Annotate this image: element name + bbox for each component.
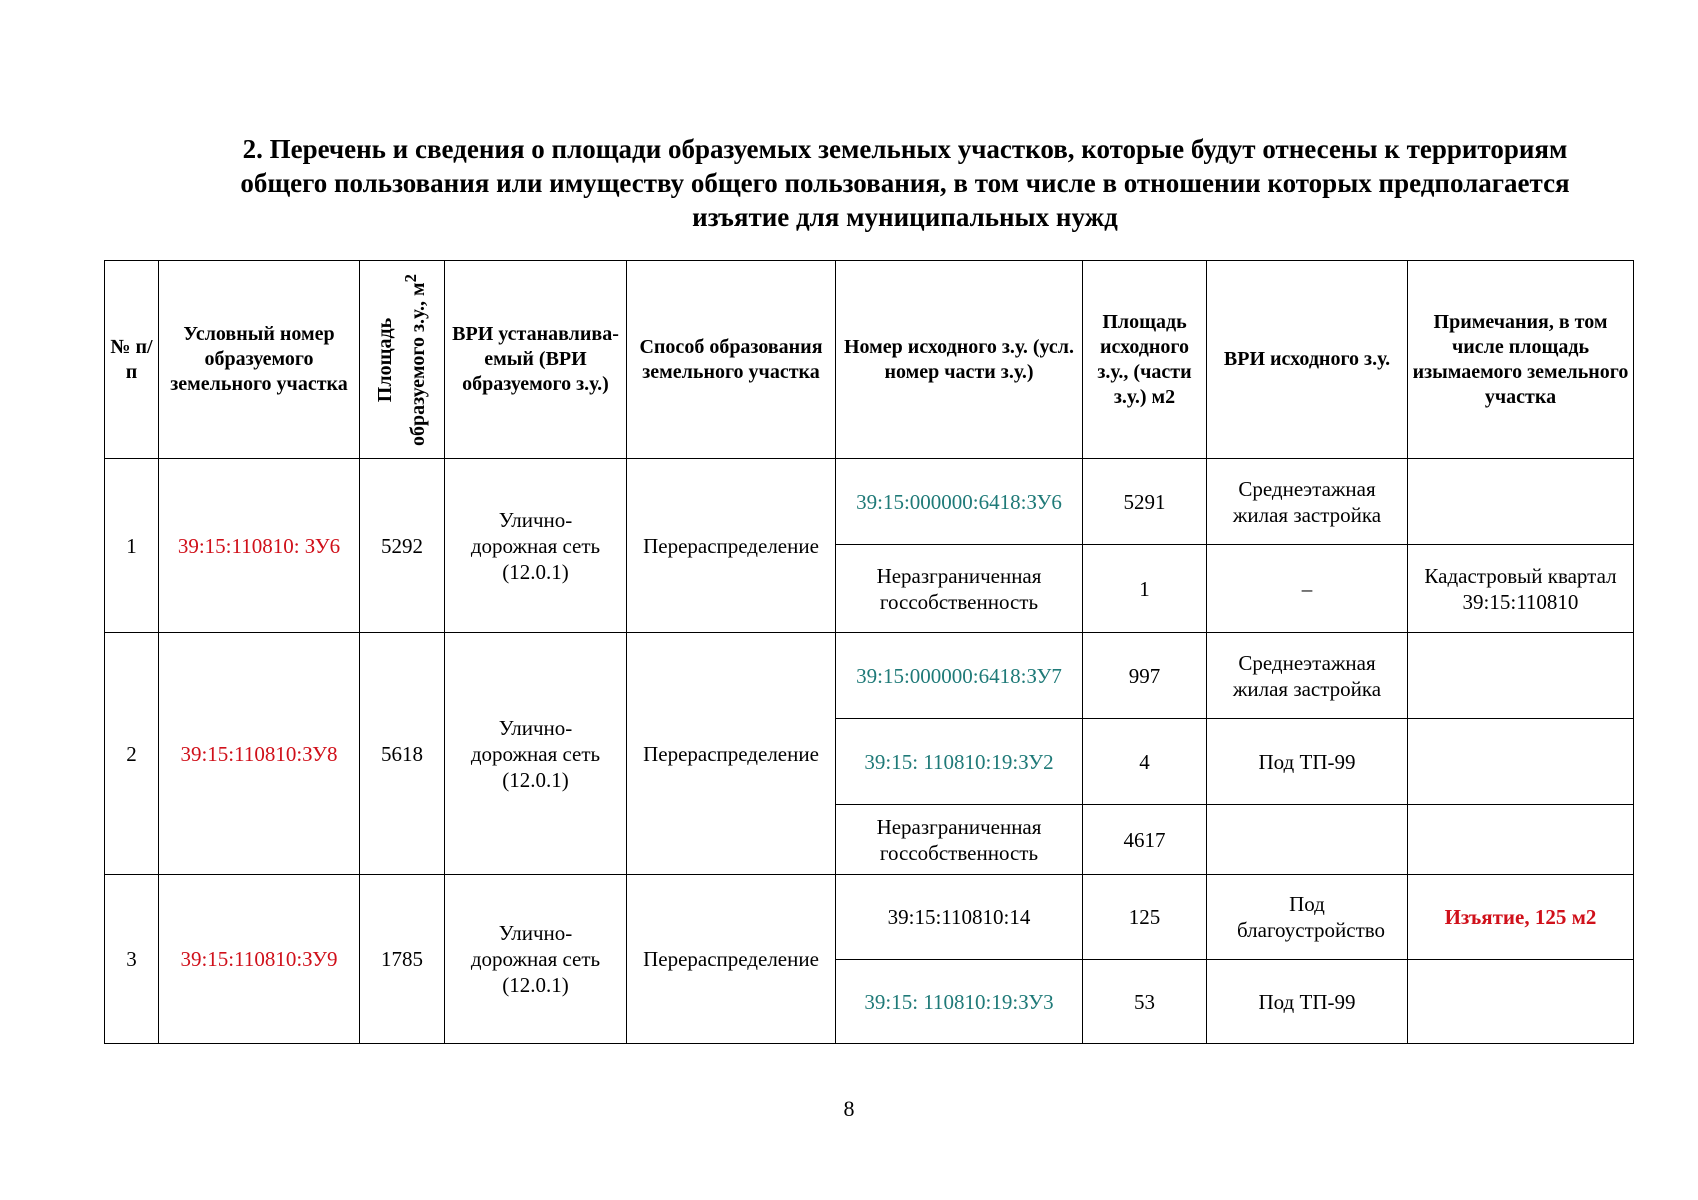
title-line-1: 2. Перечень и сведения о площади образуемых земельных участков, которые будут отнесены к территориям bbox=[242, 134, 1568, 164]
table-row bbox=[105, 633, 1634, 719]
header-area bbox=[360, 261, 445, 459]
header-notes: Примечания, в том числе площадь изымаемого земельного участка bbox=[1408, 261, 1634, 459]
row-vri: Улично-дорожная сеть (12.0.1) bbox=[445, 875, 627, 1044]
source-number: 39:15:000000:6418:ЗУ6 bbox=[836, 459, 1083, 545]
row-method: Перераспределение bbox=[627, 875, 836, 1044]
source-note bbox=[1408, 633, 1634, 719]
row-area: 1785 bbox=[360, 875, 445, 1044]
row-cond-number: 39:15:110810: ЗУ6 bbox=[159, 459, 360, 633]
row-num: 2 bbox=[105, 633, 159, 875]
header-row bbox=[105, 261, 1634, 459]
source-vri: Среднеэтажная жилая застройка bbox=[1207, 633, 1408, 719]
row-area: 5292 bbox=[360, 459, 445, 633]
row-vri: Улично-дорожная сеть (12.0.1) bbox=[445, 633, 627, 875]
land-plots-table bbox=[104, 260, 1634, 1044]
source-vri: Под ТП-99 bbox=[1207, 719, 1408, 805]
header-source-number: Номер исходного з.у. (усл. номер части з.у.) bbox=[836, 261, 1083, 459]
source-area: 4617 bbox=[1083, 805, 1207, 875]
row-num: 3 bbox=[105, 875, 159, 1044]
row-area: 5618 bbox=[360, 633, 445, 875]
header-method: Способ образования земельного участка bbox=[627, 261, 836, 459]
row-cond-number: 39:15:110810:ЗУ8 bbox=[159, 633, 360, 875]
source-vri: Под ТП-99 bbox=[1207, 960, 1408, 1044]
source-note: Изъятие, 125 м2 bbox=[1408, 875, 1634, 960]
source-area: 53 bbox=[1083, 960, 1207, 1044]
table-row bbox=[105, 459, 1634, 545]
header-area-rotated: Площадь образуемого з.у., $м^2$ bbox=[374, 273, 429, 446]
source-area: 5291 bbox=[1083, 459, 1207, 545]
source-note bbox=[1408, 719, 1634, 805]
source-vri: Под благоустройство bbox=[1207, 875, 1408, 960]
source-note bbox=[1408, 459, 1634, 545]
source-vri: Среднеэтажная жилая застройка bbox=[1207, 459, 1408, 545]
row-method: Перераспределение bbox=[627, 459, 836, 633]
row-cond-number: 39:15:110810:ЗУ9 bbox=[159, 875, 360, 1044]
row-num: 1 bbox=[105, 459, 159, 633]
title-line-2: общего пользования или имуществу общего пользования, в том числе в отношении которых предполагается bbox=[240, 168, 1570, 198]
source-number: 39:15:000000:6418:ЗУ7 bbox=[836, 633, 1083, 719]
row-method: Перераспределение bbox=[627, 633, 836, 875]
source-vri: – bbox=[1207, 545, 1408, 633]
source-number: 39:15: 110810:19:ЗУ3 bbox=[836, 960, 1083, 1044]
source-number: Неразграниченная госсобственность bbox=[836, 805, 1083, 875]
source-number: 39:15: 110810:19:ЗУ2 bbox=[836, 719, 1083, 805]
source-area: 125 bbox=[1083, 875, 1207, 960]
header-vri: ВРИ устанавлива-емый (ВРИ образуемого з.у.) bbox=[445, 261, 627, 459]
header-source-area: Площадь исходного з.у., (части з.у.) м2 bbox=[1083, 261, 1207, 459]
header-cond-number: Условный номер образуемого земельного участка bbox=[159, 261, 360, 459]
page-title bbox=[195, 132, 1615, 234]
page-number: 8 bbox=[843, 1096, 855, 1121]
source-note bbox=[1408, 805, 1634, 875]
header-source-vri: ВРИ исходного з.у. bbox=[1207, 261, 1408, 459]
header-num: № п/п bbox=[105, 261, 159, 459]
row-vri: Улично-дорожная сеть (12.0.1) bbox=[445, 459, 627, 633]
source-area: 997 bbox=[1083, 633, 1207, 719]
source-note: Кадастровый квартал 39:15:110810 bbox=[1408, 545, 1634, 633]
source-note bbox=[1408, 960, 1634, 1044]
table-row bbox=[105, 875, 1634, 960]
source-area: 4 bbox=[1083, 719, 1207, 805]
source-area: 1 bbox=[1083, 545, 1207, 633]
source-number: Неразграниченная госсобственность bbox=[836, 545, 1083, 633]
source-vri bbox=[1207, 805, 1408, 875]
title-line-3: изъятие для муниципальных нужд bbox=[692, 202, 1118, 232]
source-number: 39:15:110810:14 bbox=[836, 875, 1083, 960]
